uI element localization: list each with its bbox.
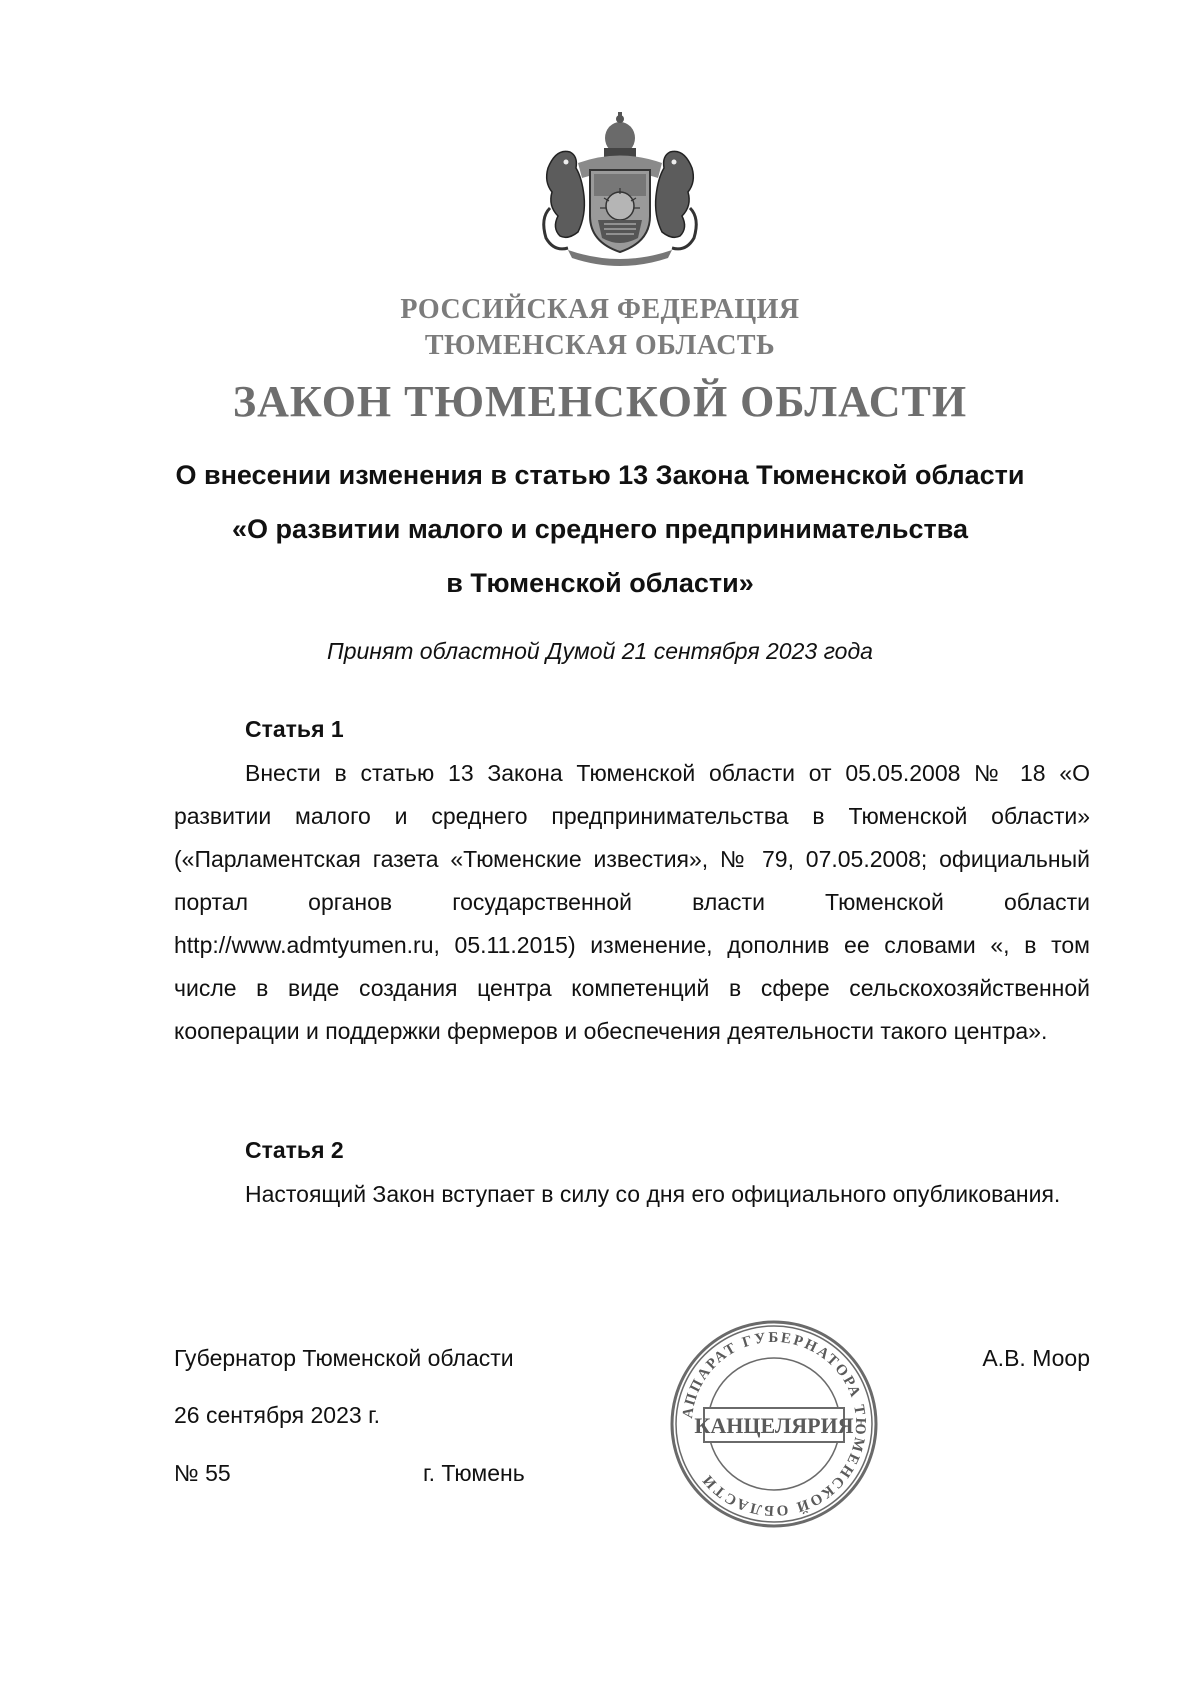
article-1-heading: Статья 1 [245, 716, 344, 742]
signatory-position: Губернатор Тюменской области [174, 1345, 514, 1371]
signing-date: 26 сентября 2023 г. [174, 1402, 381, 1428]
header-doc-type: ЗАКОН ТЮМЕНСКОЙ ОБЛАСТИ [232, 377, 968, 426]
article-2-heading: Статья 2 [245, 1137, 344, 1163]
stamp-ring-text: АППАРАТ ГУБЕРНАТОРА ТЮМЕНСКОЙ ОБЛАСТИ [680, 1329, 869, 1519]
article-1-text: Внести в статью 13 Закона Тюменской области от 05.05.2008 № 18 «О развитии малого и среднего предпринимательства в Тюменской области» («Парламентская газета «Тюменские известия», № 79, 07.05.2008; официальный портал органов государственной власти Тюменской области http://www.admtyumen.ru, 05.11.2015) изменение, дополнив ее словами «, в том числе в виде создания центра компетенций в сфере сельскохозяйственной кооперации и поддержки фермеров и обеспечения деятельности такого центра». [174, 760, 1090, 1044]
coat-of-arms-icon [538, 108, 702, 268]
header-country: РОССИЙСКАЯ ФЕДЕРАЦИЯ [400, 294, 800, 325]
law-title-line-1: О внесении изменения в статью 13 Закона Тюменской области [175, 460, 1025, 490]
signing-place: г. Тюмень [423, 1460, 525, 1486]
stamp-center-text: КАНЦЕЛЯРИЯ [694, 1413, 854, 1438]
header-region: ТЮМЕНСКАЯ ОБЛАСТЬ [424, 330, 776, 361]
adoption-note: Принят областной Думой 21 сентября 2023 года [327, 638, 873, 664]
official-stamp [668, 1318, 880, 1530]
article-2-text: Настоящий Закон вступает в силу со дня его официального опубликования. [245, 1181, 1061, 1207]
law-number: № 55 [174, 1460, 231, 1486]
law-title-line-2: «О развитии малого и среднего предпринимательства [231, 514, 969, 544]
law-title-line-3: в Тюменской области» [446, 568, 754, 598]
signatory-name: А.В. Моор [982, 1345, 1090, 1371]
